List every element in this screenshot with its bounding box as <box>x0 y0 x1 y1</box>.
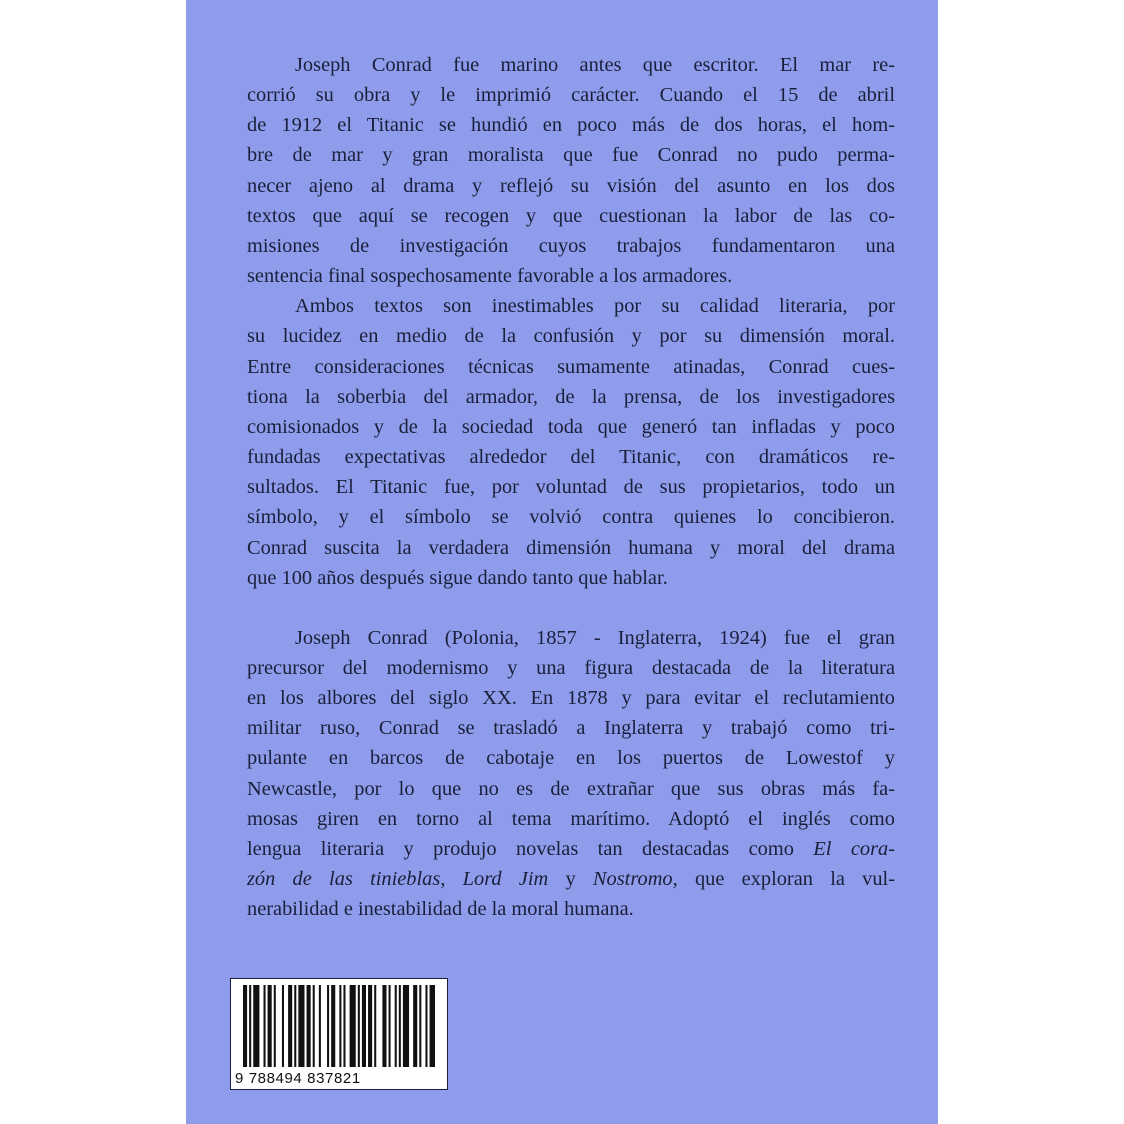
isbn-barcode <box>230 978 448 1090</box>
paragraph-synopsis <box>247 50 895 291</box>
barcode-bar <box>413 985 417 1067</box>
barcode-bar <box>395 985 397 1067</box>
barcode-bar <box>350 985 356 1067</box>
paragraph-author-bio <box>247 623 895 925</box>
barcode-bar <box>382 985 386 1067</box>
book-title-italic: Nostromo <box>592 868 673 891</box>
book-title-italic: El cora- <box>813 837 895 860</box>
text-line: en los albores del siglo XX. En 1878 y para evitar el reclutamiento <box>247 687 895 710</box>
text-line-with-italic <box>247 864 895 894</box>
barcode-bar <box>307 985 311 1067</box>
barcode-bar <box>319 985 321 1067</box>
book-back-cover <box>186 0 938 1124</box>
barcode-bars <box>243 985 435 1067</box>
text-line: Ambos textos son inestimables por su calidad literaria, por <box>295 295 895 318</box>
barcode-bar <box>339 985 341 1067</box>
barcode-bar <box>253 985 259 1067</box>
text-line: nerabilidad e inestabilidad de la moral humana. <box>247 898 634 921</box>
barcode-bar <box>249 985 251 1067</box>
barcode-bar <box>343 985 345 1067</box>
text-segment: lengua literaria y produjo novelas tan destacadas como <box>247 837 794 860</box>
text-line: tiona la soberbia del armador, de la prensa, de los investigadores <box>247 385 895 408</box>
paragraph-gap <box>247 593 895 623</box>
barcode-bar <box>368 985 372 1067</box>
barcode-bar <box>282 985 284 1067</box>
text-line: símbolo, y el símbolo se volvió contra quienes lo concibieron. <box>247 506 895 529</box>
barcode-bar <box>327 985 329 1067</box>
barcode-bar <box>389 985 391 1067</box>
barcode-bar <box>358 985 360 1067</box>
text-line: sentencia final sospechosamente favorable a los armadores. <box>247 265 733 288</box>
text-line: de 1912 el Titanic se hundió en poco más de dos horas, el hom- <box>247 114 895 137</box>
book-title-italic: Lord Jim <box>462 868 549 891</box>
text-line: Newcastle, por lo que no es de extrañar que sus obras más fa- <box>247 777 895 800</box>
text-line: militar ruso, Conrad se trasladó a Inglaterra y trabajó como tri- <box>247 717 895 740</box>
text-line-with-italic <box>247 834 895 864</box>
text-line: Joseph Conrad (Polonia, 1857 - Inglaterra, 1924) fue el gran <box>295 626 895 649</box>
text-line: Joseph Conrad fue marino antes que escritor. El mar re- <box>295 54 895 76</box>
text-line: pulante en barcos de cabotaje en los puertos de Lowestof y <box>247 747 895 770</box>
barcode-bar <box>264 985 266 1067</box>
barcode-bar <box>419 985 421 1067</box>
text-line: que 100 años después sigue dando tanto que hablar. <box>247 566 668 589</box>
barcode-bar <box>430 985 435 1067</box>
blurb-text <box>247 50 895 924</box>
barcode-bar <box>425 985 427 1067</box>
text-line: textos que aquí se recogen y que cuestionan la labor de las co- <box>247 204 895 227</box>
barcode-bar <box>294 985 296 1067</box>
barcode-bar <box>313 985 315 1067</box>
paragraph-analysis <box>247 291 895 593</box>
barcode-bar <box>362 985 366 1067</box>
text-line: Entre consideraciones técnicas sumamente atinadas, Conrad cues- <box>247 355 895 378</box>
book-title-italic: zón de las tinieblas <box>247 868 441 891</box>
barcode-bar <box>331 985 335 1067</box>
text-line: comisionados y de la sociedad toda que generó tan infladas y poco <box>247 415 895 438</box>
barcode-digits: 9 788494 837821 <box>235 1070 361 1087</box>
barcode-bar <box>298 985 304 1067</box>
text-line: mosas giren en torno al tema marítimo. Adoptó el inglés como <box>247 807 895 830</box>
barcode-bar <box>243 985 247 1067</box>
text-line: bre de mar y gran moralista que fue Conrad no pudo perma- <box>247 144 895 167</box>
barcode-bar <box>274 985 276 1067</box>
text-line: precursor del modernismo y una figura destacada de la literatura <box>247 656 895 679</box>
text-line: necer ajeno al drama y reflejó su visión del asunto en los dos <box>247 174 895 197</box>
text-segment: , que exploran la vul- <box>672 868 895 891</box>
barcode-bar <box>399 985 401 1067</box>
text-line: Conrad suscita la verdadera dimensión humana y moral del drama <box>247 536 895 559</box>
barcode-bar <box>403 985 409 1067</box>
barcode-bar <box>288 985 292 1067</box>
text-line: fundadas expectativas alrededor del Titanic, con dramáticos re- <box>247 446 895 469</box>
text-line: corrió su obra y le imprimió carácter. Cuando el 15 de abril <box>247 84 895 107</box>
text-line: misiones de investigación cuyos trabajos fundamentaron una <box>247 234 895 257</box>
text-segment: , <box>440 868 463 891</box>
text-line: su lucidez en medio de la confusión y por su dimensión moral. <box>247 325 895 348</box>
text-segment: y <box>548 868 593 891</box>
barcode-bar <box>268 985 272 1067</box>
barcode-bar <box>374 985 376 1067</box>
text-line: sultados. El Titanic fue, por voluntad de sus propietarios, todo un <box>247 476 895 499</box>
